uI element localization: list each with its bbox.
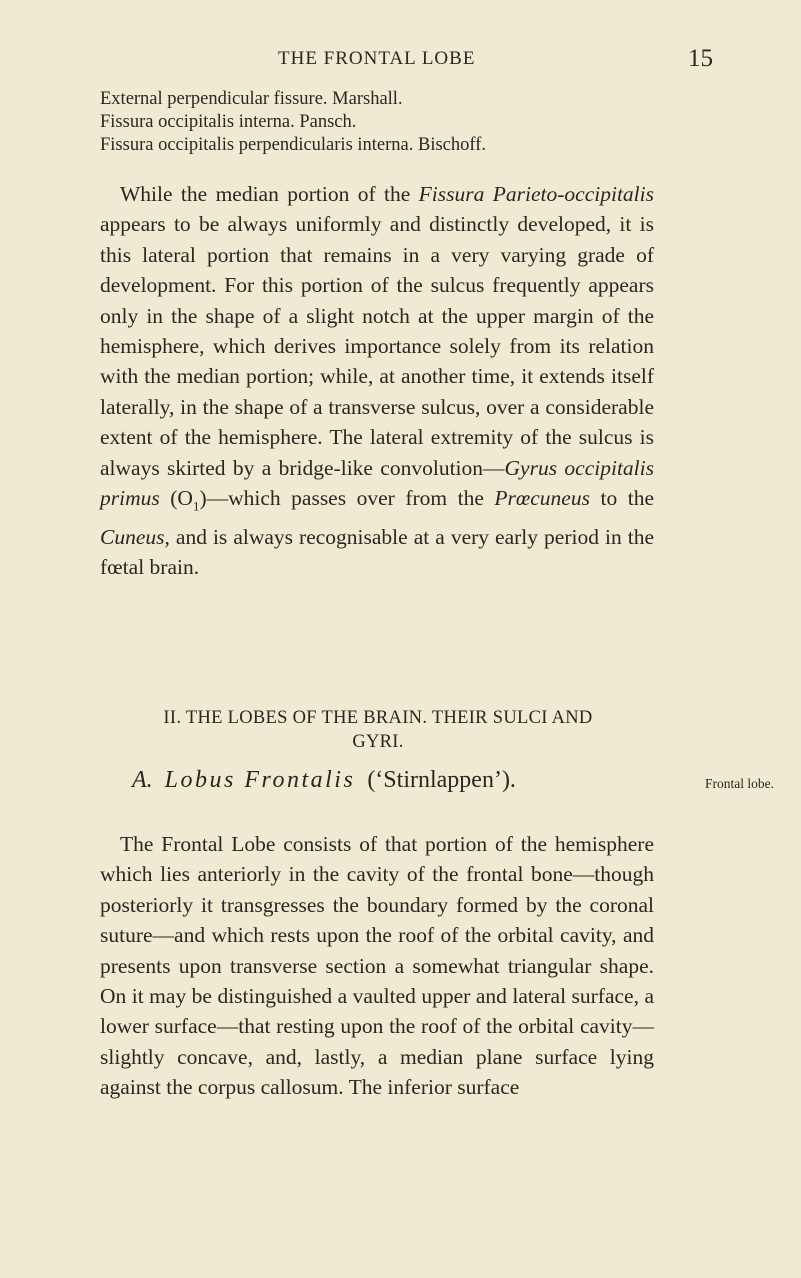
section-heading-line: II. THE LOBES OF THE BRAIN. THEIR SULCI AND [163,708,593,728]
latin-term: Cuneus [100,524,165,549]
subsection-german-title: (‘Stirnlappen’). [367,767,516,793]
synonym-line: Fissura occipitalis perpendicularis interna. Bischoff. [100,135,487,155]
section-heading [100,706,656,754]
text-run: appears to be always uniformly and distinctly developed, it is this lateral portion that remains in a very varying grade of development. For this portion of the sulcus frequently appears only in the shape of a slight notch at the upper margin of the hemisphere, which derives importance solely from its relation with the median portion; while, at another time, it extends itself laterally, in the shape of a transverse sulcus, over a considerable extent of the hemisphere. The lateral extremity of the sulcus is always skirted by a bridge-like convolution— [100,212,654,480]
latin-term: Fissura Parieto-occipitalis [418,182,654,206]
paragraph-parieto-occipital [100,179,654,583]
running-title: THE FRONTAL LOBE [278,48,476,69]
text-run: , and is always recognisable at a very early period in the fœtal brain. [100,524,654,580]
subsection-heading [132,767,652,794]
running-head [0,45,801,82]
section-heading-line: GYRI. [352,732,404,752]
paragraph-text [100,179,654,583]
synonym-list [100,88,660,157]
subsection-latin-title: Lobus Frontalis [164,767,356,793]
synonym-line: Fissura occipitalis interna. Pansch. [100,112,357,132]
subscript: 1 [192,498,200,514]
text-run: While the median portion of the [120,182,419,206]
margin-note: Frontal lobe. [705,776,774,791]
text-run: )—which passes over from the [199,486,495,511]
latin-term: Prœcuneus [494,486,590,511]
synonym-line: External perpendicular fissure. Marshall. [100,89,403,109]
text-run: to the [589,486,654,511]
latin-term: Gyrus occipitalis primus [100,455,654,511]
paragraph-frontal-lobe [100,829,654,1103]
paragraph-text: The Frontal Lobe consists of that portion of the hemisphere which lies anteriorly in the cavity of the frontal bone—though posteriorly it transgresses the boundary formed by the coronal suture—and which rests upon the roof of the orbital cavity, and presents upon transverse section a somewhat triangular shape. On it may be distinguished a vaulted upper and lateral surface, a lower surface—that resting upon the roof of the orbital cavity— slightly concave, and, lastly, a median plane surface lying against the corpus callosum. The inferior surface [100,832,654,1100]
text-run: (O [159,486,193,511]
subsection-letter: A. [132,767,153,793]
page-number: 15 [688,45,713,72]
